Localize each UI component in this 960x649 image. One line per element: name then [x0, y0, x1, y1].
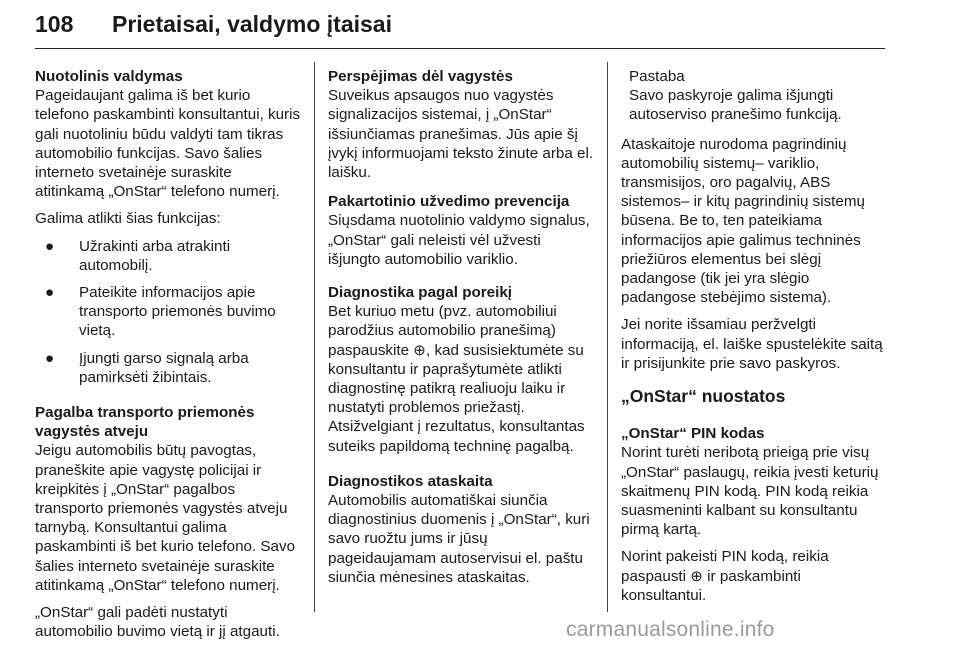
column-3 — [621, 67, 887, 613]
section-heading: Diagnostika pagal poreikį — [328, 284, 512, 302]
bullet: ● — [45, 284, 55, 302]
paragraph: Bet kuriuo metu (pvz. automobiliui parodžius automobilio pranešimą) paspauskite ⊕, kad susisiektumėte su konsultantu ir paprašytumėte atlikti diagnostinę patikrą realiuoju laiku ir nustatyti problemos priežastį. Atsižvelgiant į rezultatus, konsultantas suteiks papildomą techninę pagalbą. — [328, 303, 585, 455]
paragraph: Norint pakeisti PIN kodą, reikia paspausti ⊕ ir paskambinti konsultantui. — [621, 548, 829, 604]
column-divider — [607, 62, 608, 612]
note-box — [621, 67, 887, 125]
page-number: 108 — [35, 11, 74, 37]
paragraph: Siųsdama nuotolinio valdymo signalus, „OnStar“ gali neleisti vėl užvesti išjungto automobilio variklio. — [328, 212, 590, 268]
section-heading: Pakartotinio užvedimo prevencija — [328, 193, 570, 211]
note-title: Pastaba — [629, 68, 685, 85]
paragraph: „OnStar“ gali padėti nustatyti automobilio buvimo vietą ir jį atgauti. — [35, 604, 280, 641]
column-1 — [35, 67, 303, 649]
watermark: carmanualsonline.info — [566, 618, 775, 641]
page-header — [35, 4, 885, 49]
bullet: ● — [45, 237, 55, 255]
paragraph: Pageidaujant galima iš bet kurio telefono paskambinti konsultantui, kuris gali nuotoliniu būdu valdyti tam tikras automobilio funkcijas. Savo šalies interneto svetainėje suraskite atitinkamą „OnStar“ telefono numerį. — [35, 87, 301, 201]
section-heading: Perspėjimas dėl vagystės — [328, 68, 513, 85]
column-2 — [328, 67, 594, 597]
page-title: Prietaisai, valdymo įtaisai — [112, 11, 392, 37]
list-item-text: Užrakinti arba atrakinti automobilį. — [79, 237, 231, 274]
paragraph: Jei norite išsamiau peržvelgti informaciją, el. laiške spustelėkite saitą ir prisijunkite prie savo paskyros. — [621, 316, 883, 372]
paragraph: Jeigu automobilis būtų pavogtas, praneškite apie vagystę policijai ir kreipkitės į „OnStar“ pagalbos transporto priemonės vagystės atveju tarnybą. Konsultantui galima paskambinti iš bet kurio telefono. Savo šalies interneto svetainėje suraskite atitinkamą „OnStar“ telefono numerį. — [35, 442, 296, 594]
paragraph: Norint turėti neribotą prieigą prie visų „OnStar“ paslaugų, reikia įvesti keturių skaitmenų PIN kodą. PIN kodą reikia suasmeninti kalbant su konsultantu pirmą kartą. — [621, 444, 879, 539]
bullet: ● — [45, 349, 55, 367]
paragraph: Automobilis automatiškai siunčia diagnostinius duomenis į „OnStar“, kuri savo ruožtu jums ir jūsų pageidaujamam autoservisui el. paštu siunčia mėnesines ataskaitas. — [328, 492, 590, 586]
section-heading: Diagnostikos ataskaita — [328, 472, 493, 490]
section-title: „OnStar“ nuostatos — [621, 386, 786, 407]
list-item-text: Įjungti garso signalą arba pamirksėti žibintais. — [79, 349, 249, 386]
list-item — [35, 237, 303, 275]
function-list — [35, 237, 303, 387]
column-divider — [314, 62, 315, 612]
section-heading: Pagalba transporto priemonės vagystės atveju — [35, 404, 255, 441]
section-heading: Nuotolinis valdymas — [35, 68, 183, 85]
list-item — [35, 349, 303, 387]
paragraph: Galima atlikti šias funkcijas: — [35, 210, 221, 228]
list-item — [35, 283, 303, 341]
note-text: Savo paskyroje galima išjungti autoserviso pranešimo funkciją. — [629, 87, 842, 124]
paragraph: Ataskaitoje nurodoma pagrindinių automobilių sistemų– variklio, transmisijos, oro pagalvių, ABS sistemos– ir kitų pagrindinių sistemų būsena. Be to, ten pateikiama informacijos apie galimus techninės priežiūros elementus bei slėgį padangose (tik jei yra slėgio padangose stebėjimo sistema). — [621, 135, 865, 307]
paragraph: Suveikus apsaugos nuo vagystės signalizacijos sistemai, į „OnStar“ išsiunčiamas pranešimas. Jūs apie šį įvykį informuojami teksto žinute arba el. laišku. — [328, 87, 594, 182]
list-item-text: Pateikite informacijos apie transporto priemonės buvimo vietą. — [79, 284, 276, 340]
section-heading: „OnStar“ PIN kodas — [621, 425, 765, 443]
